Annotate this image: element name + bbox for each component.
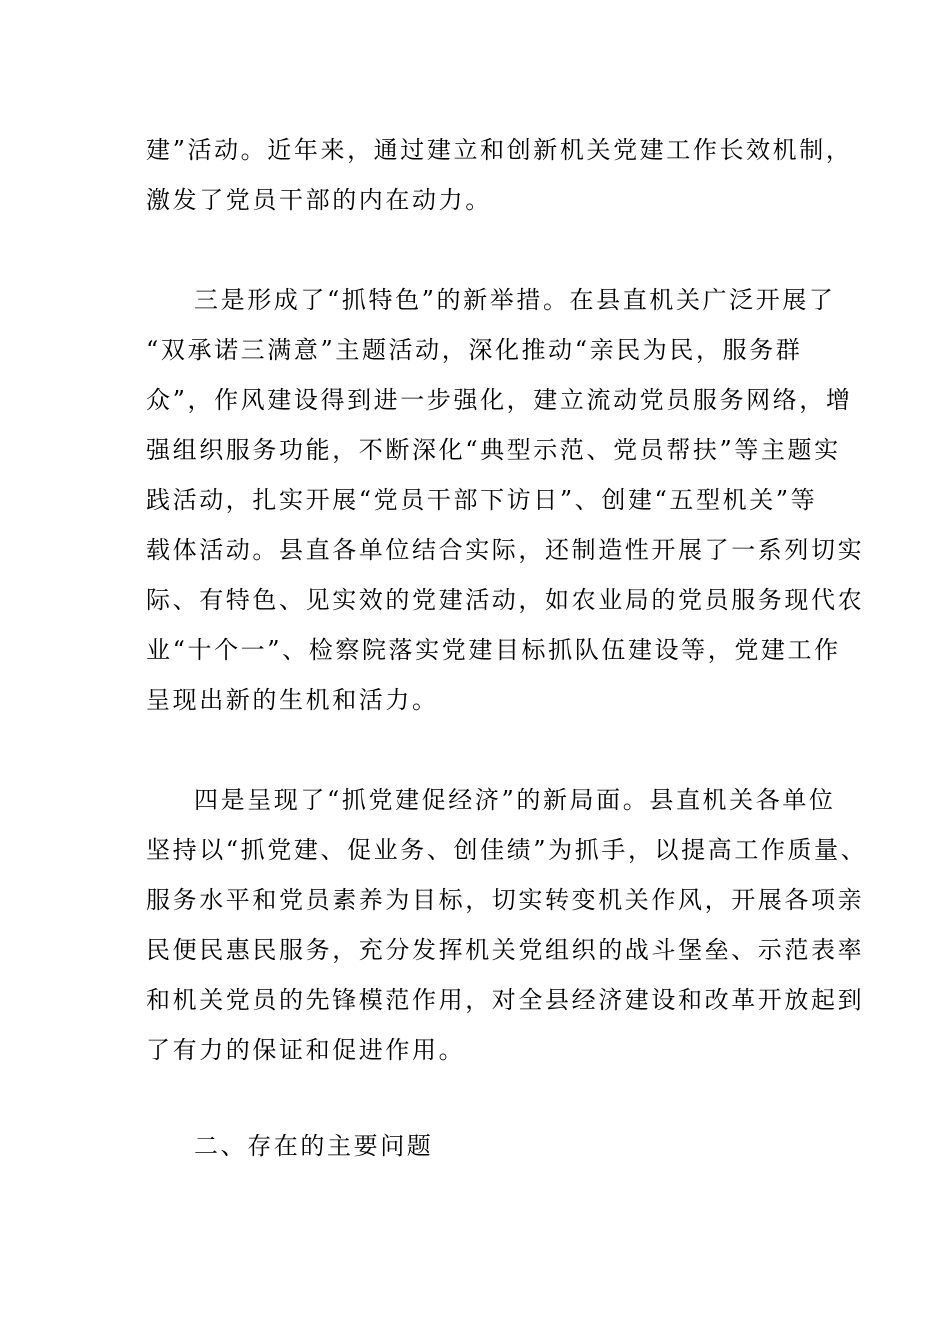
paragraph-2-line-4: 强组织服务功能，不断深化“典型示范、党员帮扶”等主题实 (146, 436, 841, 464)
paragraph-2-line-8: 业“十个一”、检察院落实党建目标抓队伍建设等，党建工作 (146, 636, 841, 664)
paragraph-2-line-9: 呈现出新的生机和活力。 (146, 686, 439, 714)
paragraph-3-line-3: 服务水平和党员素养为目标，切实转变机关作风，开展各项亲 (146, 886, 865, 914)
paragraph-2-line-1: 三是形成了“抓特色”的新举措。在县直机关广泛开展了 (194, 286, 836, 314)
paragraph-2-line-7: 际、有特色、见实效的党建活动，如农业局的党员服务现代农 (146, 586, 865, 614)
paragraph-3-line-2: 坚持以“抓党建、促业务、创佳绩”为抓手，以提高工作质量、 (146, 836, 868, 864)
paragraph-3-line-6: 了有力的保证和促进作用。 (146, 1036, 466, 1064)
paragraph-3-line-1: 四是呈现了“抓党建促经济”的新局面。县直机关各单位 (194, 786, 836, 814)
paragraph-1-line-1: 建”活动。近年来，通过建立和创新机关党建工作长效机制， (146, 136, 853, 164)
paragraph-3-line-4: 民便民惠民服务，充分发挥机关党组织的战斗堡垒、示范表率 (146, 936, 865, 964)
section-heading: 二、存在的主要问题 (194, 1132, 434, 1160)
paragraph-3-line-5: 和机关党员的先锋模范作用，对全县经济建设和改革开放起到 (146, 986, 865, 1014)
paragraph-2-line-2: “双承诺三满意”主题活动，深化推动“亲民为民，服务群 (146, 336, 803, 364)
paragraph-2-line-5: 践活动，扎实开展“党员干部下访日”、创建“五型机关”等 (146, 486, 818, 514)
paragraph-1-line-2: 激发了党员干部的内在动力。 (146, 186, 492, 214)
paragraph-2-line-6: 载体活动。县直各单位结合实际，还制造性开展了一系列切实 (146, 536, 865, 564)
paragraph-2-line-3: 众”，作风建设得到进一步强化，建立流动党员服务网络，增 (146, 386, 853, 414)
